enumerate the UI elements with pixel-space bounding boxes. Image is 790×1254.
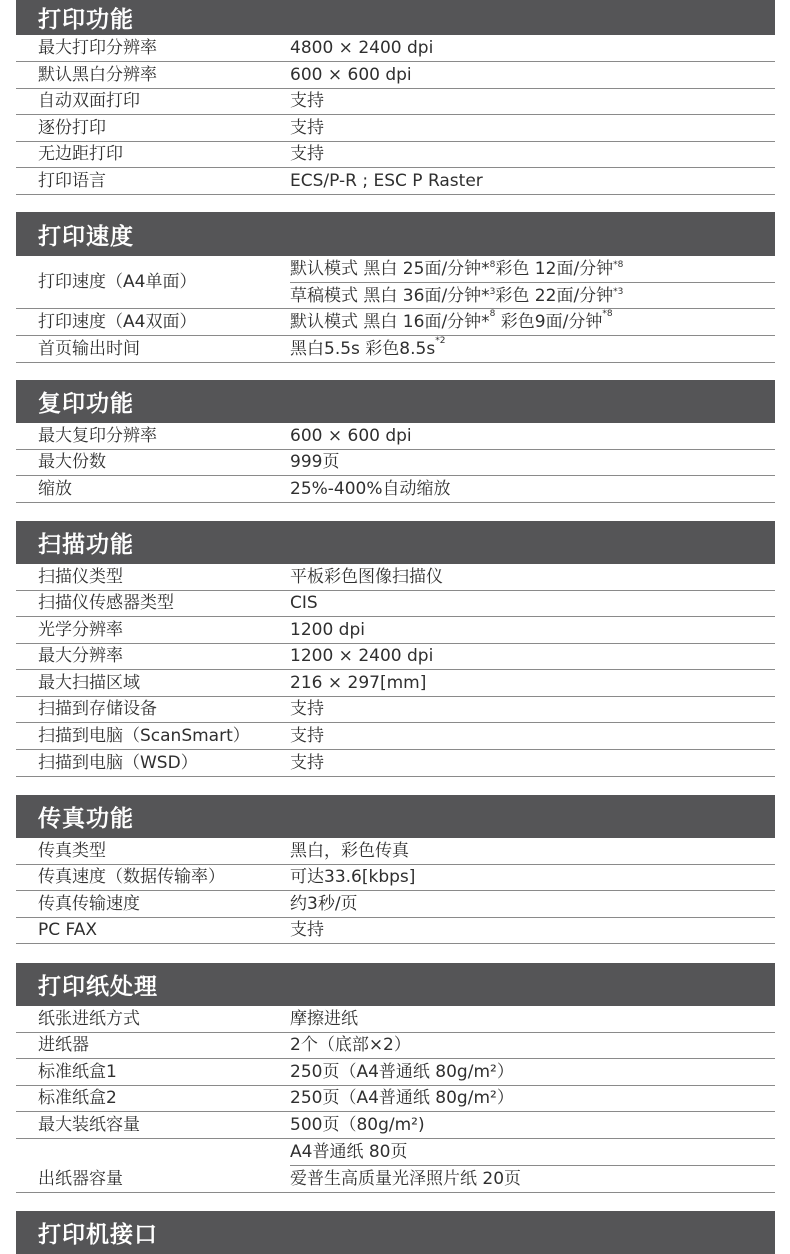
table-row: [16, 723, 775, 750]
row-label: 传真类型: [38, 840, 106, 861]
table-row: [16, 168, 775, 195]
row-value: 支持: [290, 117, 324, 138]
table-row: [16, 476, 775, 503]
table-row: [16, 336, 775, 363]
section-header-print-speed: [16, 212, 775, 256]
row-value: 摩擦进纸: [290, 1008, 358, 1029]
row-label: 最大扫描区域: [38, 672, 140, 693]
row-label: 光学分辨率: [38, 619, 123, 640]
section-title: 打印速度: [38, 223, 134, 250]
section-title: 复印功能: [38, 391, 134, 417]
row-value: 黑白5.5s 彩色$8.5s^{*2}$: [290, 335, 446, 359]
row-label: 最大装纸容量: [38, 1114, 140, 1135]
row-label: 首页输出时间: [38, 338, 140, 359]
row-label: 默认黑白分辨率: [38, 64, 157, 85]
row-label: 扫描到存储设备: [38, 699, 157, 719]
table-row: [16, 865, 775, 891]
row-label: 逐份打印: [38, 117, 106, 138]
row-value: 250页（A4普通纸 80g/m²）: [290, 1088, 514, 1108]
row-value: 默认模式 黑白 25面/分钟* $^8$ 彩色 12面/分钟 $^{*8}$: [290, 256, 775, 283]
row-label: 纸张进纸方式: [38, 1008, 140, 1029]
row-value: 可达33.6[kbps]: [290, 867, 416, 887]
table-row: [16, 35, 775, 62]
row-value: 1200 dpi: [290, 619, 365, 640]
row-label: 最大打印分辨率: [38, 37, 157, 58]
row-label: 无边距打印: [38, 144, 123, 164]
table-row: [16, 670, 775, 697]
row-value: CIS: [290, 593, 318, 613]
table-row: [16, 62, 775, 89]
section-title: 扫描功能: [38, 532, 134, 558]
row-value: 216 × 297[mm]: [290, 672, 427, 693]
row-label: 最大分辨率: [38, 646, 123, 666]
row-label: 出纸器容量: [38, 1169, 123, 1189]
row-value: 999页: [290, 452, 340, 472]
row-value: 支持: [290, 144, 324, 164]
section-title: 打印功能: [38, 7, 134, 33]
table-row: [16, 750, 775, 777]
section-title: 传真功能: [38, 806, 134, 832]
row-label: 扫描到电脑（ScanSmart）: [38, 725, 250, 746]
section-header-paper-handling: [16, 963, 775, 1006]
table-row: [16, 115, 775, 142]
row-value: 支持: [290, 91, 324, 111]
row-value: 250页（A4普通纸 80g/m²）: [290, 1061, 514, 1082]
row-value: 平板彩色图像扫描仪: [290, 566, 443, 587]
row-value: 4800 × 2400 dpi: [290, 37, 434, 58]
section-header-copy-functions: [16, 380, 775, 423]
row-value: ECS/P-R ; ESC P Raster: [290, 170, 483, 191]
row-value: 支持: [290, 920, 324, 940]
row-value: 草稿模式 黑白 36面/分钟* $^3$ 彩色 22面/分钟 $^{*3}$: [290, 285, 624, 306]
table-row: [16, 1033, 775, 1059]
row-value: 2个（底部×2）: [290, 1035, 411, 1055]
row-label: 缩放: [38, 478, 72, 499]
section-title: 打印纸处理: [38, 974, 158, 1000]
table-row: [16, 309, 775, 336]
row-label: 最大复印分辨率: [38, 425, 157, 446]
row-value: 500页（80g/m²): [290, 1114, 425, 1135]
row-value: 约3秒/页: [290, 893, 358, 914]
row-value: 默认模式 黑白 16面/分钟*$^8$ 彩色9面/分钟$^{*8}$: [290, 308, 613, 332]
row-value: 爱普生高质量光泽照片纸 20页: [290, 1169, 522, 1189]
row-label: 扫描仪传感器类型: [38, 593, 174, 613]
table-row: [16, 1086, 775, 1112]
row-value: A4普通纸 80页: [290, 1139, 775, 1166]
row-label: 扫描到电脑（WSD）: [38, 752, 198, 773]
row-label: 传真速度（数据传输率）: [38, 867, 225, 887]
table-row: [16, 891, 775, 918]
row-label: 打印语言: [38, 170, 106, 191]
table-row: [16, 450, 775, 476]
table-row: [16, 423, 775, 450]
row-value: 黑白，彩色传真: [290, 840, 409, 861]
section-header-interfaces: [16, 1211, 775, 1254]
table-row: [16, 918, 775, 944]
row-label: 进纸器: [38, 1035, 89, 1055]
row-value: 600 × 600 dpi: [290, 64, 412, 85]
table-row: [16, 697, 775, 723]
row-label: 传真传输速度: [38, 893, 140, 914]
row-value: 支持: [290, 725, 324, 746]
row-value: 600 × 600 dpi: [290, 425, 412, 446]
row-value: 支持: [290, 699, 324, 719]
row-label: 打印速度（A4双面）: [38, 311, 197, 332]
row-label: PC FAX: [38, 920, 98, 940]
row-value: 25%-400%自动缩放: [290, 478, 451, 499]
row-divider: [16, 1192, 775, 1193]
row-label: 打印速度（A4单面）: [38, 272, 197, 292]
row-label: 标准纸盒1: [38, 1061, 117, 1082]
section-header-fax-functions: [16, 795, 775, 838]
table-row: [16, 617, 775, 644]
table-row: [16, 1006, 775, 1033]
row-value: 1200 × 2400 dpi: [290, 646, 434, 666]
section-title: 打印机接口: [38, 1222, 158, 1248]
table-row: [16, 838, 775, 865]
section-header-scan-functions: [16, 521, 775, 564]
table-row: [16, 89, 775, 115]
table-row: [16, 1059, 775, 1086]
section-header-print-functions: [16, 0, 775, 35]
table-row: [16, 564, 775, 591]
table-row: [16, 1112, 775, 1139]
row-label: 自动双面打印: [38, 91, 140, 111]
row-label: 扫描仪类型: [38, 566, 123, 587]
table-row: [16, 591, 775, 617]
row-value: 支持: [290, 752, 324, 773]
table-row: [16, 142, 775, 168]
row-label: 最大份数: [38, 452, 106, 472]
row-label: 标准纸盒2: [38, 1088, 117, 1108]
table-row: [16, 644, 775, 670]
